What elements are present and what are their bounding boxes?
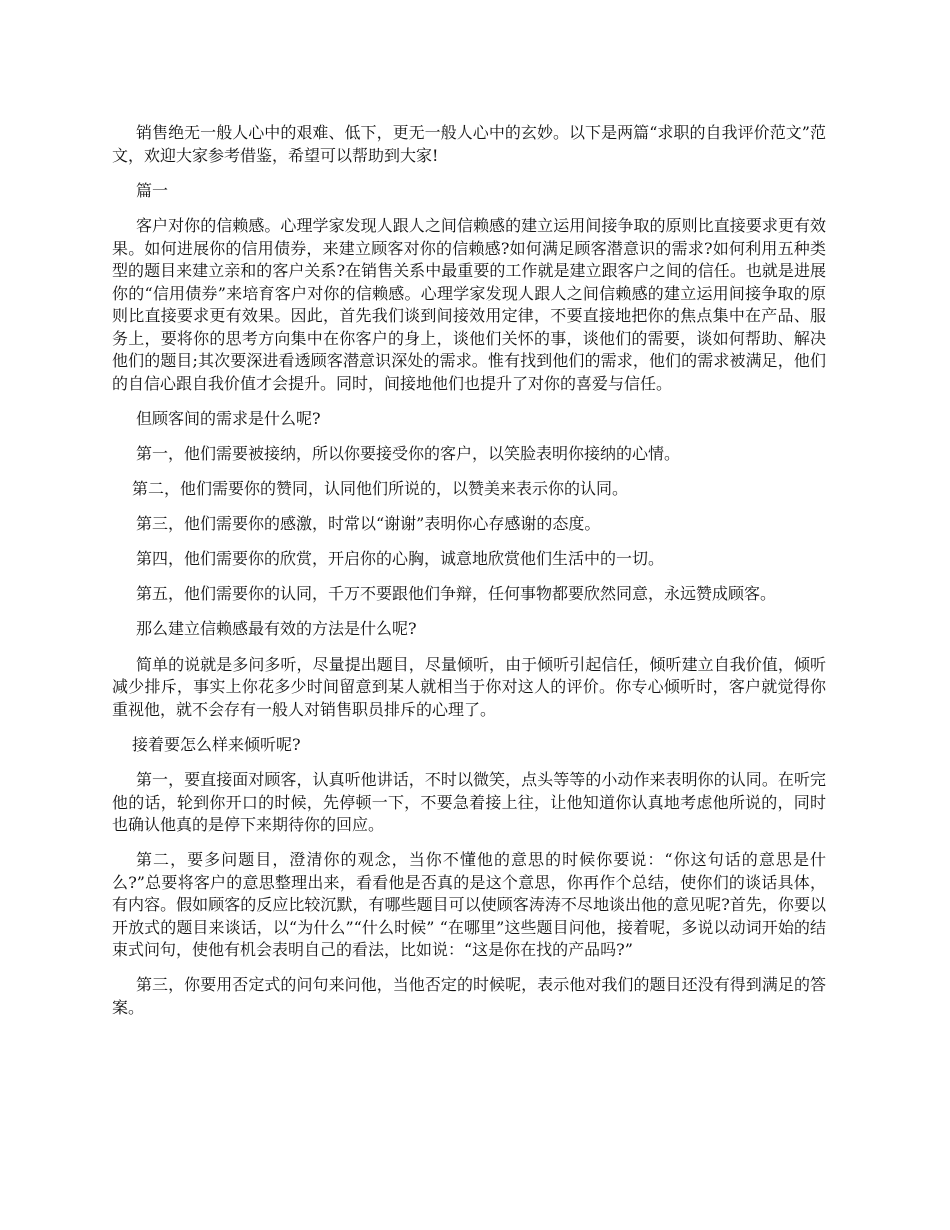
question-heading: 接着要怎么样来倾听呢? bbox=[132, 734, 301, 754]
list-item-paragraph: 第一，他们需要被接纳，所以你要接受你的客户，以笑脸表明你接纳的心情。 bbox=[136, 444, 681, 463]
intro-paragraph: 销售绝无一般人心中的艰难、低下，更无一般人心中的玄妙。以下是两篇“求职的自我评价范文”范文，欢迎大家参考借鉴，希望可以帮助到大家! bbox=[112, 123, 826, 165]
list-item-paragraph: 第四，他们需要你的欣赏，开启你的心胸，诚意地欣赏他们生活中的一切。 bbox=[136, 549, 665, 568]
question-heading: 那么建立信赖感最有效的方法是什么呢? bbox=[136, 619, 417, 638]
body-paragraph: 客户对你的信赖感。心理学家发现人跟人之间信赖感的建立运用间接争取的原则比直接要求更有效果。如何进展你的信用债券，来建立顾客对你的信赖感?如何满足顾客潜意识的需求?如何利用五种类型的题目来建立亲和的客户关系?在销售关系中最重要的工作就是建立跟客户之间的信任。也就是进展你的“信用债券”来培育客户对你的信赖感。心理学家发现人跟人之间信赖感的建立运用间接争取的原则比直接要求更有效果。因此，首先我们谈到间接效用定律，不要直接地把你的焦点集中在产品、服务上，要将你的思考方向集中在你客户的身上，谈他们关怀的事，谈他们的需要，谈如何帮助、解决他们的题目;其次要深进看透顾客潜意识深处的需求。惟有找到他们的需求，他们的需求被满足，他们的自信心跟自我价值才会提升。同时，间接地他们也提升了对你的喜爱与信任。 bbox=[112, 216, 826, 393]
list-item-paragraph: 第二，他们需要你的赞同，认同他们所说的，以赞美来表示你的认同。 bbox=[132, 479, 629, 498]
section-heading: 篇一 bbox=[136, 180, 169, 200]
body-paragraph: 简单的说就是多问多听，尽量提出题目，尽量倾听，由于倾听引起信任，倾听建立自我价值，倾听减少排斥，事实上你花多少时间留意到某人就相当于你对这人的评价。你专心倾听时，客户就觉得你重视他，就不会存有一般人对销售职员排斥的心理了。 bbox=[112, 654, 826, 719]
list-item-paragraph: 第三，他们需要你的感激，时常以“谢谢”表明你心存感谢的态度。 bbox=[136, 514, 601, 533]
body-paragraph: 第二，要多问题目，澄清你的观念，当你不懂他的意思的时候你要说：“你这句话的意思是什么?”总要将客户的意思整理出来，看看他是否真的是这个意思，你再作个总结，使你们的谈话具体，有内容。假如顾客的反应比较沉默，有哪些题目可以使顾客涛涛不尽地谈出他的意见呢?首先，你要以开放式的题目来谈话，以“为什么”“什么时候” “在哪里”这些题目问他，接着呢，多说以动词开始的结束式问句，使他有机会表明自己的看法，比如说：“这是你在找的产品吗?” bbox=[112, 850, 826, 959]
document-page bbox=[112, 122, 826, 1032]
body-paragraph: 第一，要直接面对顾客，认真听他讲话，不时以微笑，点头等等的小动作来表明你的认同。在听完他的话，轮到你开口的时候，先停顿一下，不要急着接上往，让他知道你认真地考虑他所说的，同时也确认他真的是停下来期待你的回应。 bbox=[112, 770, 826, 834]
question-heading: 但顾客间的需求是什么呢? bbox=[136, 408, 321, 428]
body-paragraph: 第三，你要用否定式的问句来问他，当他否定的时候呢，表示他对我们的题目还没有得到满足的答案。 bbox=[112, 975, 826, 1017]
list-item-paragraph: 第五，他们需要你的认同，千万不要跟他们争辩，任何事物都要欣然同意，永远赞成顾客。 bbox=[136, 584, 777, 603]
